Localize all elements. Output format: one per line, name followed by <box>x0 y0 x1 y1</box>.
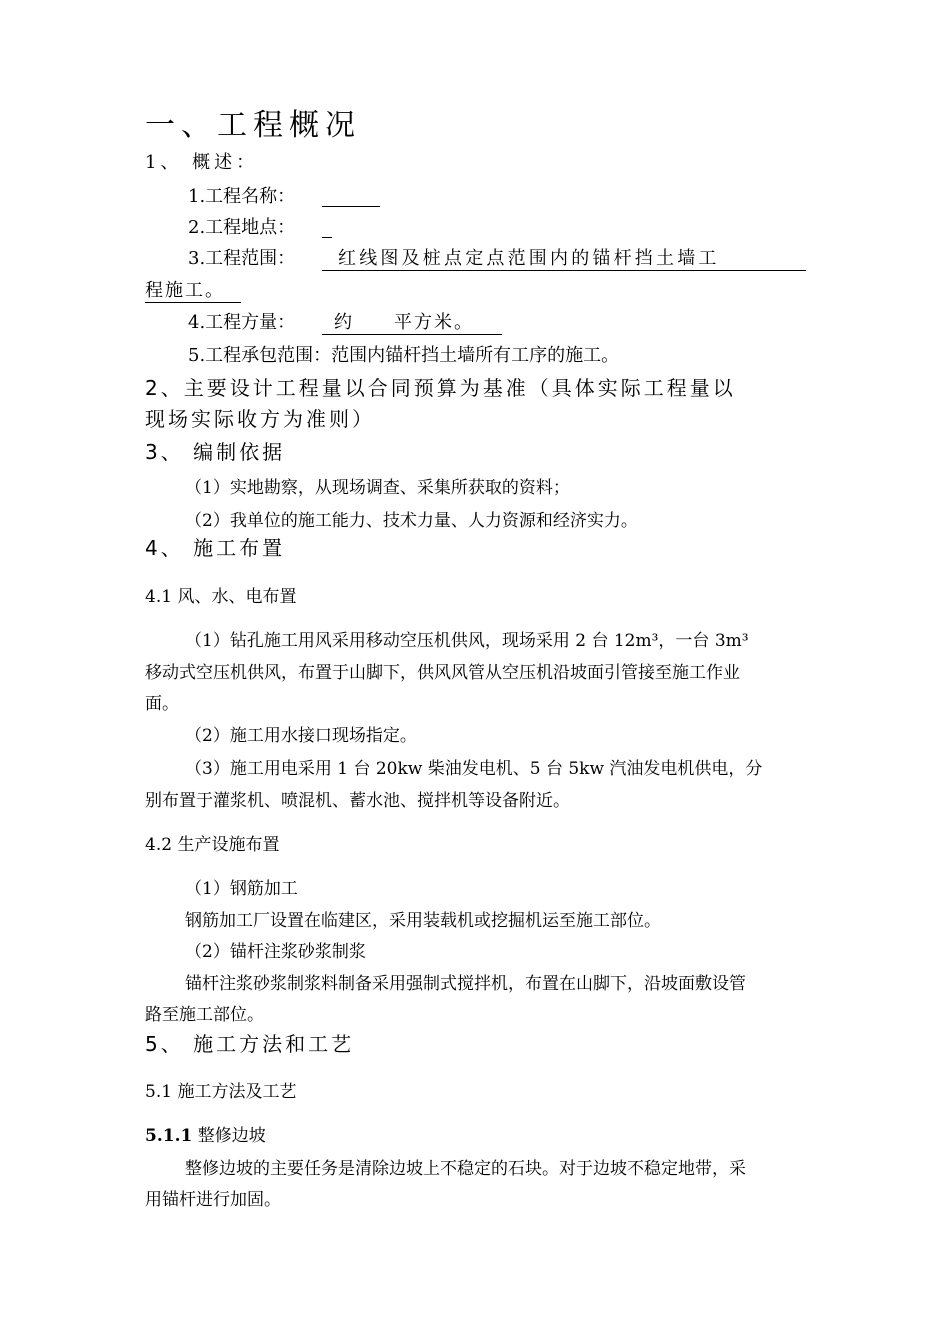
section-2-heading-line2: 现场实际收方为准则） <box>145 407 375 431</box>
facility-item-1-text: 钢筋加工厂设置在临建区，采用装载机或挖掘机运至施工部位。 <box>185 911 661 931</box>
facility-item-2: （2）锚杆注浆砂浆制浆 <box>185 942 366 962</box>
subsubsection-5-1-1-heading <box>145 1121 266 1146</box>
trim-slope-para-line1: 整修边坡的主要任务是清除边坡上不稳定的石块。对于边坡不稳定地带，采 <box>185 1159 746 1179</box>
project-place-blank <box>322 237 332 238</box>
project-name-label: 1.工程名称： <box>188 186 296 207</box>
section-5-heading: 5、 施工方法和工艺 <box>145 1032 355 1056</box>
basis-item-1: （1）实地勘察，从现场调查、采集所获取的资料； <box>185 478 570 498</box>
project-quantity-label: 4.工程方量： <box>188 312 296 333</box>
layout-para-1-line1: （1）钻孔施工用风采用移动空压机供风，现场采用 2 台 12m³，一台 3m³ <box>185 631 749 651</box>
trim-slope-para-line2: 用锚杆进行加固。 <box>145 1190 281 1210</box>
layout-para-3-line1: （3）施工用电采用 1 台 20kw 柴油发电机、5 台 5kw 汽油发电机供电，分 <box>185 759 763 779</box>
facility-item-2-text-line2: 路至施工部位。 <box>145 1005 264 1025</box>
section-3-heading: 3、 编制依据 <box>145 440 286 464</box>
layout-para-1-line2: 移动式空压机供风，布置于山脚下，供风风管从空压机沿坡面引管接至施工作业 <box>145 663 740 683</box>
subsubsection-number: 5.1.1 <box>145 1126 193 1146</box>
page-title: 一、工程概况 <box>145 108 361 143</box>
project-name-blank <box>322 206 380 207</box>
section-1-heading: 1、 概述： <box>145 152 259 173</box>
basis-item-2: （2）我单位的施工能力、技术力量、人力资源和经济实力。 <box>185 511 638 531</box>
subsection-4-1-heading: 4.1 风、水、电布置 <box>145 587 297 607</box>
subsubsection-title: 整修边坡 <box>192 1126 266 1146</box>
layout-para-2: （2）施工用水接口现场指定。 <box>185 726 417 746</box>
facility-item-2-text-line1: 锚杆注浆砂浆制浆料制备采用强制式搅拌机，布置在山脚下，沿坡面敷设管 <box>185 974 746 994</box>
contract-scope-text: 5.工程承包范围：范围内锚杆挡土墙所有工序的施工。 <box>188 345 620 366</box>
subsection-4-2-heading: 4.2 生产设施布置 <box>145 835 280 855</box>
project-place-label: 2.工程地点： <box>188 217 296 238</box>
section-2-heading-line1: 2、主要设计工程量以合同预算为基准（具体实际工程量以 <box>145 376 736 400</box>
project-quantity-value: 约 平方米。 <box>322 308 502 335</box>
facility-item-1: （1）钢筋加工 <box>185 879 298 899</box>
project-scope-value-line2: 程施工。 <box>145 276 241 303</box>
layout-para-3-line2: 别布置于灌浆机、喷混机、蓄水池、搅拌机等设备附近。 <box>145 791 570 811</box>
project-scope-label: 3.工程范围： <box>188 248 296 269</box>
subsection-5-1-heading: 5.1 施工方法及工艺 <box>145 1082 297 1102</box>
layout-para-1-line3: 面。 <box>145 694 179 714</box>
section-4-heading: 4、 施工布置 <box>145 536 286 560</box>
project-scope-value-line1: 红线图及桩点定点范围内的锚杆挡土墙工 <box>322 244 806 271</box>
